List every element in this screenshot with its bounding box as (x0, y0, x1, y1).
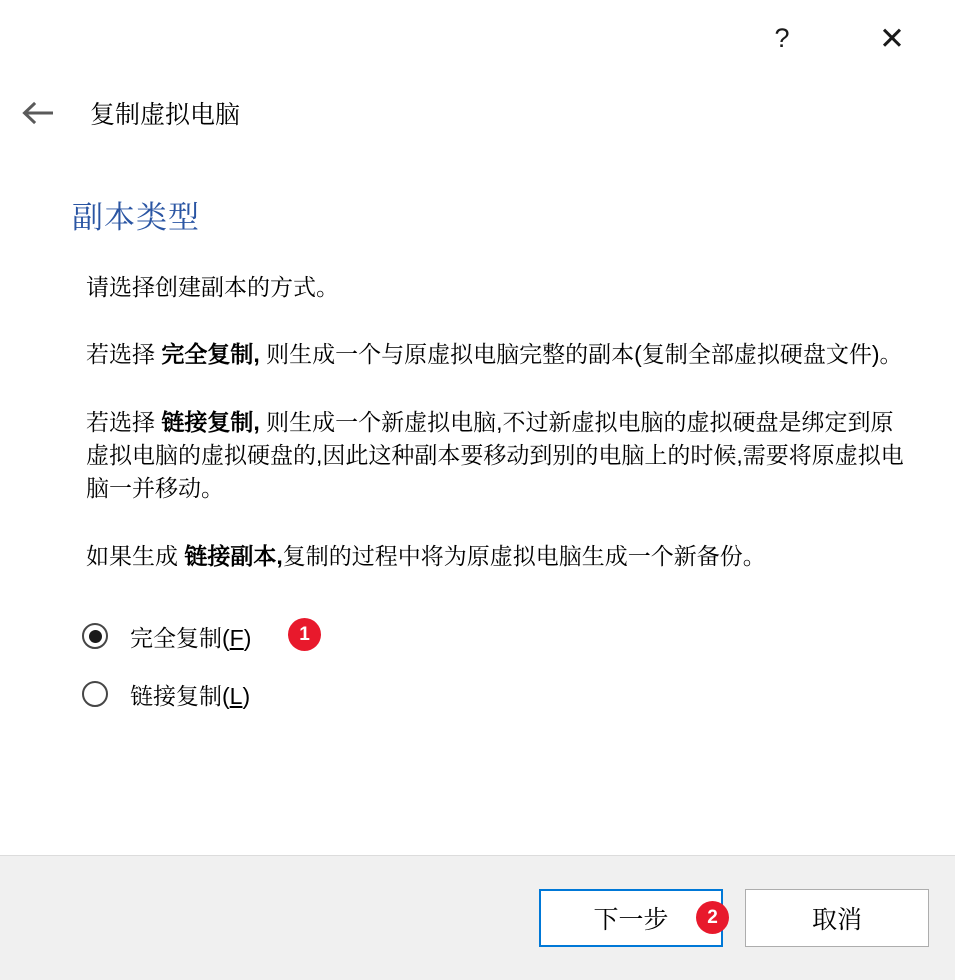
cancel-button-label: 取消 (811, 906, 862, 934)
radio-label-text: 链接复制( (130, 682, 230, 709)
radio-indicator-unselected[interactable] (82, 681, 108, 707)
radio-label-suffix: ) (243, 624, 252, 651)
close-icon[interactable]: ✕ (879, 20, 905, 56)
paragraph-snapshot-note (86, 540, 905, 573)
next-button[interactable] (539, 889, 723, 947)
annotation-badge-1: 1 (288, 618, 321, 651)
radio-full-clone-label (130, 620, 251, 653)
cancel-button[interactable] (745, 889, 929, 947)
paragraph-run: 若选择 (86, 341, 162, 368)
radio-accelerator: L (229, 682, 243, 709)
radio-label-suffix: ) (242, 682, 251, 709)
radio-label-text: 完全复制( (130, 624, 230, 651)
annotation-badge-2: 2 (696, 901, 729, 934)
paragraph-run-bold: 链接副本, (184, 542, 283, 569)
clone-type-radio-group (82, 613, 915, 717)
dialog-header (0, 82, 955, 144)
help-icon[interactable]: ? (774, 22, 790, 53)
paragraph-run-bold: 完全复制, (161, 341, 260, 368)
page-title: 副本类型 (72, 200, 200, 235)
paragraph-intro (86, 271, 905, 304)
dialog-title: 复制虚拟电脑 (90, 101, 241, 129)
dialog-footer (0, 855, 955, 980)
radio-linked-clone[interactable] (82, 671, 915, 717)
paragraph-run: 若选择 (86, 408, 162, 435)
paragraph-run: 复制的过程中将为原虚拟电脑生成一个新备份。 (282, 542, 766, 569)
radio-full-clone[interactable] (82, 613, 915, 659)
next-button-label: 下一步 (593, 906, 669, 934)
radio-accelerator: F (229, 624, 244, 651)
paragraph-run-bold: 链接复制, (161, 408, 260, 435)
title-bar (0, 0, 955, 82)
radio-dot (89, 630, 102, 643)
dialog-body (0, 144, 955, 855)
paragraph-full-clone (86, 338, 905, 371)
paragraph-run: 则生成一个新虚拟电脑,不过新虚拟电脑的虚拟硬盘是绑定到原虚拟电脑的虚拟硬盘的,因此这种副本要移动到别的电脑上的时候,需要将原虚拟电脑一并移动。 (86, 408, 904, 502)
radio-indicator-selected[interactable] (82, 623, 108, 649)
paragraph-linked-clone (86, 406, 905, 506)
radio-linked-clone-label (130, 678, 250, 711)
paragraph-run: 如果生成 (86, 542, 185, 569)
paragraph-run: 请选择创建副本的方式。 (86, 274, 339, 300)
back-arrow-icon[interactable] (16, 90, 62, 136)
paragraph-run: 则生成一个与原虚拟电脑完整的副本(复制全部虚拟硬盘文件)。 (259, 341, 903, 368)
